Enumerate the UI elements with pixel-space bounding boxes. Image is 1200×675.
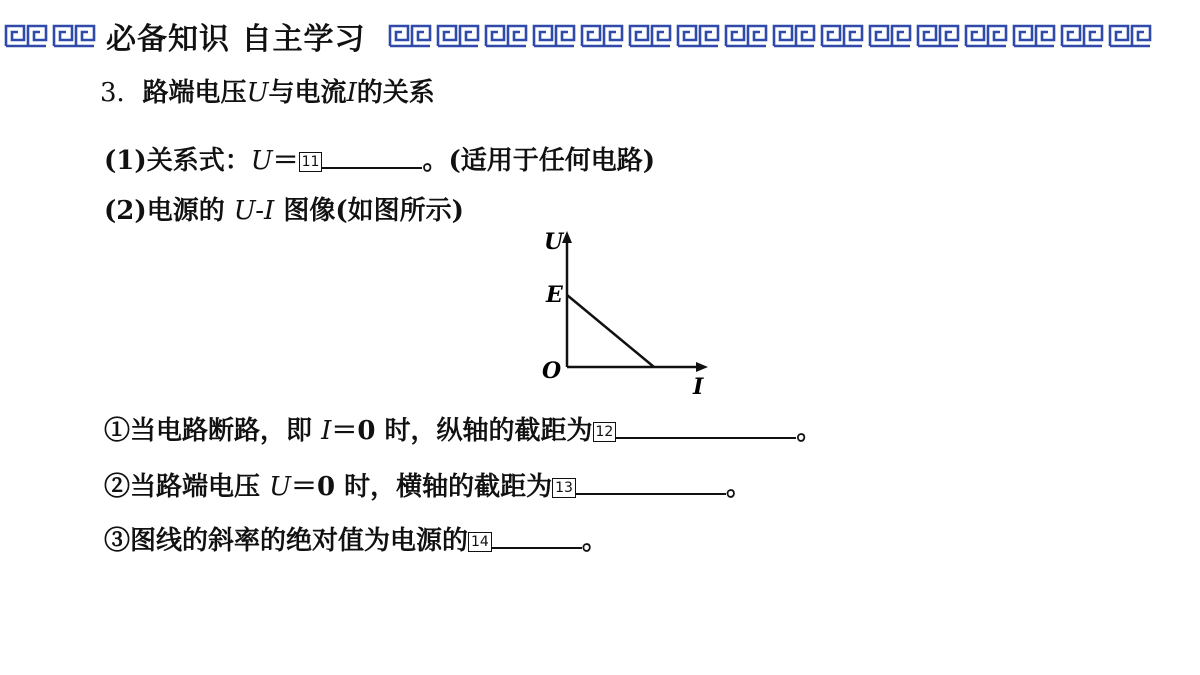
fret-motif-icon xyxy=(628,24,672,48)
c3-suffix: 。 xyxy=(581,526,608,556)
item-short-circuit xyxy=(104,466,752,503)
section-title-var-i: I xyxy=(346,78,357,108)
origin-label: O xyxy=(542,358,562,384)
answer-blank-11[interactable] xyxy=(322,143,422,169)
item2-prefix: (2)电源的 xyxy=(104,196,234,226)
section-title-var-u: U xyxy=(246,78,269,108)
x-axis-label: I xyxy=(693,374,704,400)
blank-number-box: 12 xyxy=(593,422,617,442)
item2-var: U-I xyxy=(233,196,275,226)
item-relation-formula xyxy=(104,140,655,177)
fret-motif-icon xyxy=(436,24,480,48)
fret-pattern-left xyxy=(4,24,100,52)
fret-motif-icon xyxy=(52,24,96,48)
fret-motif-icon xyxy=(964,24,1008,48)
c2-var: U xyxy=(269,472,291,502)
y-axis-label: U xyxy=(544,229,564,255)
c1-prefix: ①当电路断路，即 xyxy=(104,416,322,446)
y-axis-arrow-icon xyxy=(562,231,572,243)
item1-prefix: (1)关系式： xyxy=(104,146,251,176)
fret-motif-icon xyxy=(532,24,576,48)
fret-motif-icon xyxy=(916,24,960,48)
item-slope xyxy=(104,520,608,557)
section-title-part2: 与电流 xyxy=(268,78,347,108)
fret-motif-icon xyxy=(724,24,768,48)
fret-motif-icon xyxy=(1108,24,1152,48)
x-axis-arrow-icon xyxy=(696,362,708,372)
fret-motif-icon xyxy=(772,24,816,48)
fret-motif-icon xyxy=(1060,24,1104,48)
fret-motif-icon xyxy=(388,24,432,48)
item1-var: U xyxy=(250,146,273,176)
answer-blank-12[interactable] xyxy=(616,413,796,439)
c2-prefix: ②当路端电压 xyxy=(104,472,270,502)
item2-suffix: 图像(如图所示) xyxy=(274,196,464,226)
ui-graph-figure xyxy=(530,225,730,400)
item1-eq: ＝ xyxy=(272,146,299,176)
c2-eq: ＝0 时，横轴的截距为 xyxy=(290,472,553,502)
fret-motif-icon xyxy=(820,24,864,48)
fret-pattern-right xyxy=(388,24,1196,52)
fret-motif-icon xyxy=(580,24,624,48)
section-number: 3． xyxy=(100,78,143,108)
blank-number-box: 13 xyxy=(552,478,576,498)
section-title xyxy=(100,72,435,109)
blank-number-box: 11 xyxy=(299,152,323,172)
item-ui-graph xyxy=(104,190,464,227)
fret-motif-icon xyxy=(868,24,912,48)
ui-line xyxy=(567,295,654,367)
c1-suffix: 。 xyxy=(796,416,823,446)
section-header xyxy=(0,14,1200,58)
c1-eq: ＝0 时，纵轴的截距为 xyxy=(331,416,593,446)
header-title: 必备知识 自主学习 xyxy=(106,22,366,57)
c3-prefix: ③图线的斜率的绝对值为电源的 xyxy=(104,526,469,556)
section-title-part1: 路端电压 xyxy=(142,78,247,108)
fret-motif-icon xyxy=(484,24,528,48)
c2-suffix: 。 xyxy=(725,472,752,502)
section-title-part3: 的关系 xyxy=(356,78,435,108)
answer-blank-14[interactable] xyxy=(492,523,582,549)
c1-var: I xyxy=(321,416,332,446)
fret-motif-icon xyxy=(1012,24,1056,48)
intercept-label-e: E xyxy=(546,282,563,308)
fret-motif-icon xyxy=(4,24,48,48)
blank-number-box: 14 xyxy=(468,532,492,552)
item-open-circuit xyxy=(104,410,822,447)
item1-suffix: 。(适用于任何电路) xyxy=(422,146,656,176)
fret-motif-icon xyxy=(676,24,720,48)
answer-blank-13[interactable] xyxy=(576,469,726,495)
